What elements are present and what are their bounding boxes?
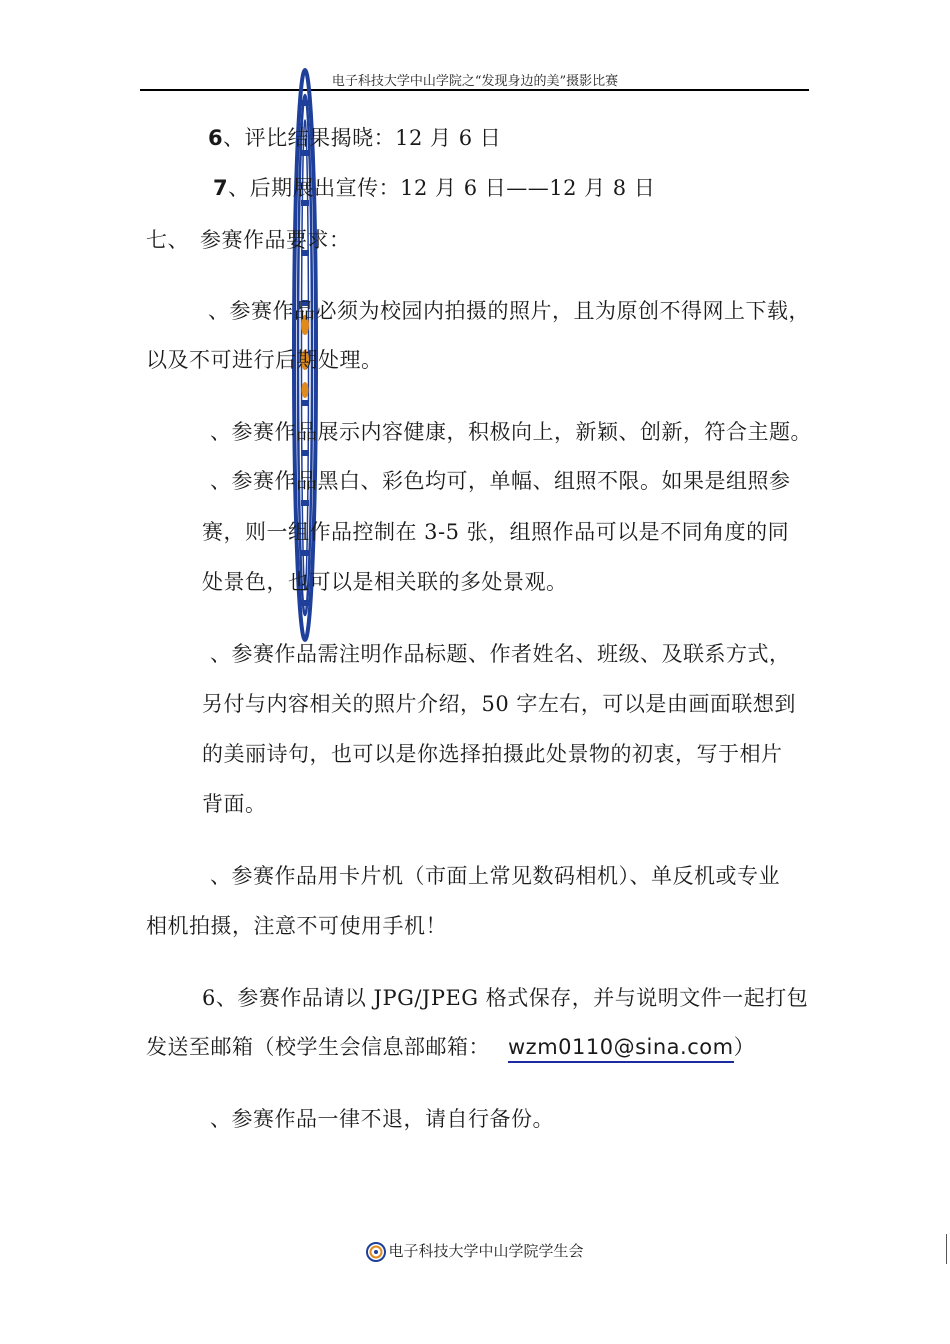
schedule-item-6 — [208, 122, 501, 152]
requirement-6-line-2-prefix: 发送至邮箱（校学生会信息部邮箱： — [146, 1035, 490, 1059]
schedule-item-7 — [213, 172, 655, 202]
requirement-5-line-2: 相机拍摄，注意不可使用手机！ — [146, 914, 447, 938]
requirement-3-line-1: 、参赛作品黑白、彩色均可，单幅、组照不限。如果是组照参 — [210, 469, 791, 493]
header-rule — [140, 89, 809, 91]
requirement-4-line-3: 的美丽诗句，也可以是你选择拍摄此处景物的初衷，写于相片 — [202, 742, 783, 766]
requirement-4-line-2: 另付与内容相关的照片介绍，50 字左右，可以是由画面联想到 — [202, 692, 796, 716]
section-heading: 七、 参赛作品要求： — [146, 228, 351, 252]
requirement-6-line-1: 6、参赛作品请以 JPG/JPEG 格式保存，并与说明文件一起打包 — [202, 986, 809, 1010]
email-link[interactable]: wzm0110@sina.com — [508, 1035, 734, 1063]
requirement-2-line-1: 、参赛作品展示内容健康，积极向上，新颖、创新，符合主题。 — [210, 420, 812, 444]
requirement-7-line-1: 、参赛作品一律不退，请自行备份。 — [210, 1107, 554, 1131]
requirement-6-line-2 — [146, 1031, 755, 1061]
schedule-num-7: 7 — [213, 176, 229, 200]
requirement-3-line-2: 赛，则一组作品控制在 3-5 张，组照作品可以是不同角度的同 — [202, 520, 790, 544]
page-footer — [0, 1240, 950, 1262]
requirement-4-line-4: 背面。 — [202, 792, 267, 816]
requirement-6-line-2-suffix: ） — [733, 1035, 756, 1059]
requirement-3-line-3: 处景色，也可以是相关联的多处景观。 — [202, 570, 568, 594]
footer-org-name: 电子科技大学中山学院学生会 — [388, 1242, 584, 1260]
student-union-logo-icon — [366, 1242, 386, 1262]
requirement-4-line-1: 、参赛作品需注明作品标题、作者姓名、班级、及联系方式， — [210, 642, 791, 666]
page-edge-mark — [946, 1234, 947, 1264]
requirement-1-line-1: 、参赛作品必须为校园内拍摄的照片，且为原创不得网上下载， — [208, 299, 810, 323]
schedule-text-7: 、后期展出宣传：12 月 6 日——12 月 8 日 — [228, 176, 656, 200]
schedule-num-6: 6 — [208, 126, 224, 150]
schedule-text-6: 、评比结果揭晓：12 月 6 日 — [223, 126, 502, 150]
requirement-5-line-1: 、参赛作品用卡片机（市面上常见数码相机）、单反机或专业 — [210, 864, 780, 888]
page-header-title: 电子科技大学中山学院之“发现身边的美”摄影比赛 — [331, 74, 619, 89]
requirement-1-line-2: 以及不可进行后期处理。 — [146, 348, 383, 372]
